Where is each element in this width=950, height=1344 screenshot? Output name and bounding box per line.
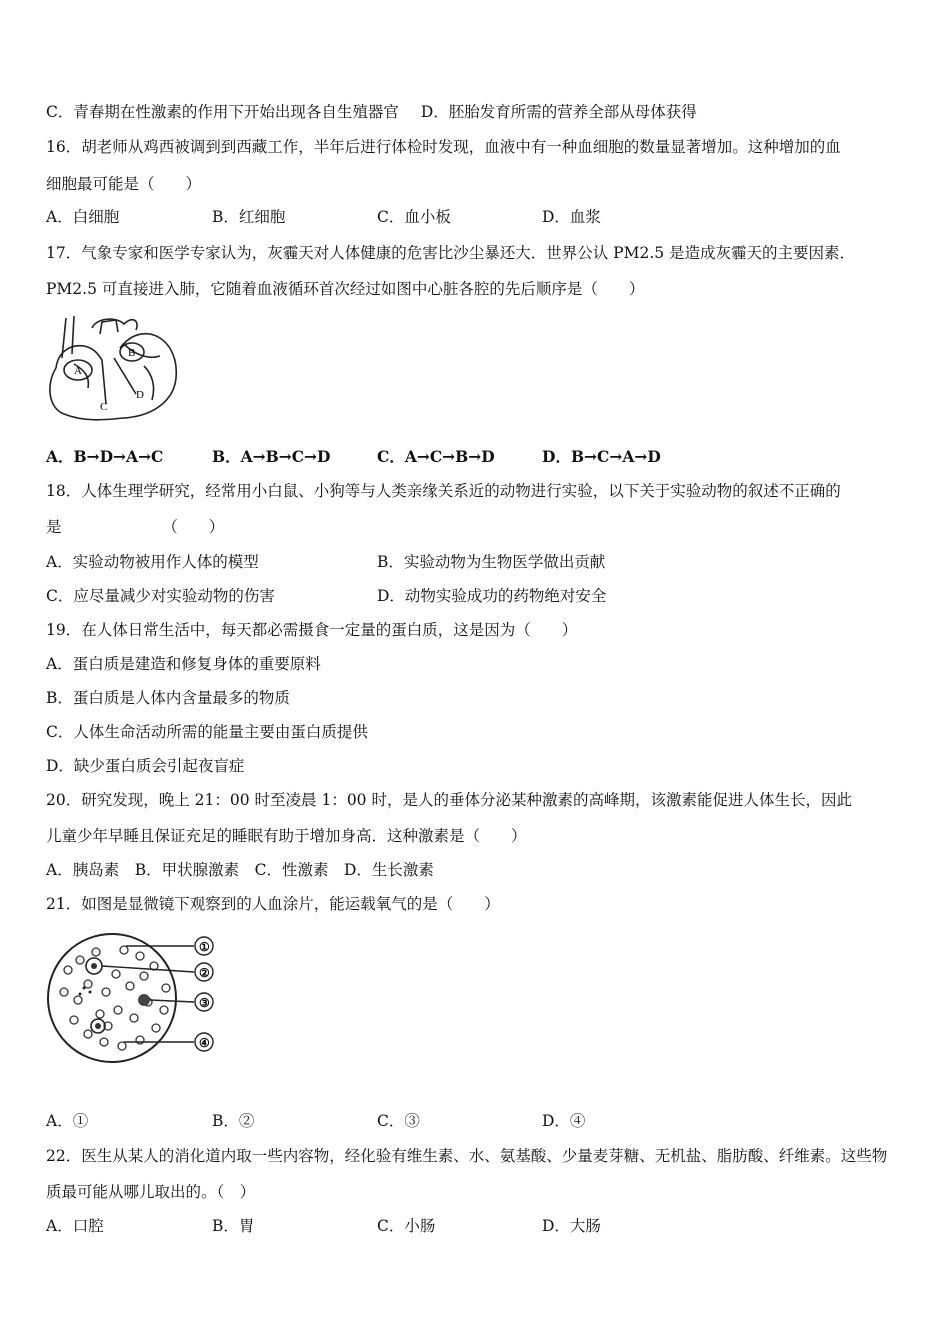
q22-option-c[interactable]: C．小肠	[377, 1217, 436, 1235]
q22-stem-line2: 质最可能从哪儿取出的。（ ）	[46, 1183, 256, 1201]
q17-stem-line1: 17．气象专家和医学专家认为，灰霾天对人体健康的危害比沙尘暴还大．世界公认 PM2.5 是造成灰霾天的主要因素．	[46, 244, 856, 262]
q19-stem: 19．在人体日常生活中，每天都必需摄食一定量的蛋白质，这是因为（ ）	[46, 621, 578, 639]
blood-smear-diagram	[44, 930, 224, 1065]
q17-stem-line2: PM2.5 可直接进入肺，它随着血液循环首次经过如图中心脏各腔的先后顺序是（ ）	[46, 280, 645, 298]
q18-option-b[interactable]: B．实验动物为生物医学做出贡献	[377, 553, 606, 571]
q19-option-c[interactable]: C．人体生命活动所需的能量主要由蛋白质提供	[46, 723, 368, 741]
q22-option-d[interactable]: D．大肠	[542, 1217, 601, 1235]
smear-label-3: ③	[199, 996, 210, 1010]
smear-label-1: ①	[199, 940, 210, 954]
smear-label-2: ②	[199, 966, 210, 980]
q20-stem-line2: 儿童少年早睡且保证充足的睡眠有助于增加身高．这种激素是（ ）	[46, 827, 527, 845]
q16-option-a[interactable]: A．白细胞	[46, 208, 120, 226]
q19-option-d[interactable]: D．缺少蛋白质会引起夜盲症	[46, 757, 245, 775]
q17-option-c[interactable]: C．A→C→B→D	[377, 447, 495, 466]
q22-option-a[interactable]: A．口腔	[46, 1217, 104, 1235]
q17-option-d[interactable]: D．B→C→A→D	[542, 447, 661, 466]
q15-option-c[interactable]: C．青春期在性激素的作用下开始出现各自生殖器官	[46, 103, 399, 121]
q21-option-b[interactable]: B．②	[212, 1112, 255, 1130]
q19-option-b[interactable]: B．蛋白质是人体内含量最多的物质	[46, 689, 290, 707]
heart-label-d: D	[136, 389, 144, 401]
q16-option-d[interactable]: D．血浆	[542, 208, 601, 226]
q21-option-d[interactable]: D．④	[542, 1112, 586, 1130]
q20-stem-line1: 20．研究发现，晚上 21：00 时至凌晨 1：00 时，是人的垂体分泌某种激素的高峰期，该激素能促进人体生长，因此	[46, 791, 852, 809]
heart-diagram	[44, 314, 180, 424]
q21-option-c[interactable]: C．③	[377, 1112, 420, 1130]
smear-label-4: ④	[199, 1036, 210, 1050]
q18-option-d[interactable]: D．动物实验成功的药物绝对安全	[377, 587, 607, 605]
q18-option-a[interactable]: A．实验动物被用作人体的模型	[46, 553, 259, 571]
q21-stem: 21．如图是显微镜下观察到的人血涂片，能运载氧气的是（ ）	[46, 895, 500, 913]
q15-options	[46, 102, 697, 122]
q19-option-a[interactable]: A．蛋白质是建造和修复身体的重要原料	[46, 655, 321, 673]
q21-option-a[interactable]: A．①	[46, 1112, 89, 1130]
q17-option-a[interactable]: A．B→D→A→C	[46, 447, 164, 466]
heart-label-a: A	[74, 365, 82, 377]
q22-stem-line1: 22．医生从某人的消化道内取一些内容物，经化验有维生素、水、氨基酸、少量麦芽糖、无机盐、脂肪酸、纤维素。这些物	[46, 1147, 888, 1165]
q20-options[interactable]: A．胰岛素 B．甲状腺激素 C．性激素 D．生长激素	[46, 861, 434, 879]
q18-stem-line2: 是 （ ）	[46, 518, 225, 536]
q18-option-c[interactable]: C．应尽量减少对实验动物的伤害	[46, 587, 275, 605]
heart-label-b: B	[128, 347, 136, 359]
q16-option-b[interactable]: B．红细胞	[212, 208, 286, 226]
q22-option-b[interactable]: B．胃	[212, 1217, 255, 1235]
q16-option-c[interactable]: C．血小板	[377, 208, 451, 226]
q17-option-b[interactable]: B．A→B→C→D	[212, 447, 331, 466]
q18-stem-line1: 18．人体生理学研究，经常用小白鼠、小狗等与人类亲缘关系近的动物进行实验，以下关于实验动物的叙述不正确的	[46, 482, 841, 500]
heart-label-c: C	[100, 401, 108, 413]
q15-option-d[interactable]: D．胚胎发育所需的营养全部从母体获得	[420, 103, 697, 121]
q16-stem-line2: 细胞最可能是（ ）	[46, 175, 202, 193]
q16-stem-line1: 16．胡老师从鸡西被调到到西藏工作，半年后进行体检时发现，血液中有一种血细胞的数量显著增加。这种增加的血	[46, 138, 841, 156]
